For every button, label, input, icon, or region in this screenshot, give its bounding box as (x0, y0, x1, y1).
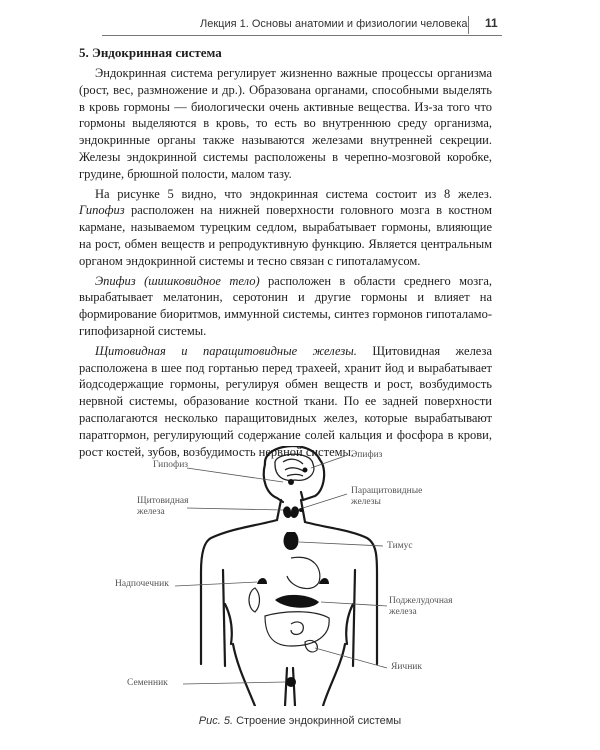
pancreas-gland (275, 595, 319, 608)
adrenal-gland (257, 578, 267, 584)
torso-outline (201, 520, 277, 664)
caption-text: Строение эндокринной системы (233, 715, 402, 727)
body-outline-illustration (115, 446, 515, 706)
paragraph-text: Щитовидная железа расположена в шее под гортанью перед трахеей, хранит йод и вырабатывает йодсодержащие гормоны, регулируя обмен веществ и рост, возбудимость нервной системы, образование костной ткани. По ее задней поверхности располагаются несколько паращитовидных желез, которые вырабатывают паратгормон, регулирующий содержание солей кальция и фосфора в крови, рост костей, зубов, возбудимость нервной системы. (79, 343, 492, 459)
paragraph-intro (79, 65, 492, 183)
parathyroid-gland (299, 508, 303, 512)
paragraph-thyroid (79, 343, 492, 461)
intestine-outline (265, 612, 329, 646)
running-header (200, 16, 502, 34)
label-parathyroid: Паращитовидные железы (351, 486, 423, 507)
term-thyroid: Щитовидная и паращитовидные железы. (95, 343, 357, 358)
pineal-gland (303, 468, 308, 473)
label-pituitary: Гипофиз (153, 460, 189, 470)
paragraph-text: Эндокринная система регулирует жизненно важные процессы организма (рост, вес, размножение и др.). Образована органами, способными выделять в кровь гормоны — биологически очень активные вещества. Из-за того что гормоны выделяются в кровь, то есть во внутреннюю среду организма, эндокринные органы также называются железами внутренней секреции. Железы эндокринной системы расположены в черепно-мозговой коробке, грудине, брюшной полости, малом тазу. (79, 66, 492, 181)
paragraph-pineal (79, 273, 492, 340)
running-title: Лекция 1. Основы анатомии и физиологии человека (200, 18, 468, 30)
header-rule (102, 35, 502, 36)
label-testis: Семенник (127, 678, 168, 688)
paragraph-text: расположен на нижней поверхности головного мозга в костном кармане, называемом турецким седлом, вырабатывает гормоны, влияющие на рост, обмен веществ и репродуктивную функцию. Является центральным органом эндокринной системы и тесно связан с гипоталамусом. (79, 203, 492, 268)
label-thymus: Тимус (387, 541, 413, 551)
term-pineal: Эпифиз (шишковидное тело) (95, 273, 260, 288)
paragraph-figure-ref (79, 186, 492, 270)
label-ovary: Яичник (391, 662, 422, 672)
paragraph-text: На рисунке 5 видно, что эндокринная система состоит из 8 желез. (95, 186, 492, 201)
paragraph-text: расположен в области среднего мозга, вырабатывает мелатонин, серотонин и другие гормоны и влияет на формирование биоритмов, иммунной системы, синтез гормонов гипоталамо-гипофизарной системы. (79, 273, 492, 338)
label-pineal: Эпифиз (351, 450, 383, 460)
caption-label: Рис. 5. (198, 715, 234, 727)
testis-gland (286, 677, 296, 687)
adrenal-gland-right (319, 578, 329, 584)
stomach-outline (287, 557, 320, 588)
label-pancreas: Поджелудочная железа (389, 596, 453, 617)
kidney-left (249, 588, 260, 612)
label-thyroid: Щитовидная железа (137, 496, 189, 517)
header-divider (468, 16, 469, 34)
figure-caption (0, 715, 600, 727)
thyroid-gland (283, 506, 299, 518)
term-pituitary: Гипофиз (79, 203, 125, 218)
endocrine-figure (115, 446, 515, 706)
label-adrenal: Надпочечник (115, 579, 169, 589)
page-number: 11 (485, 16, 498, 30)
text-body (79, 44, 492, 460)
ovary-outline (305, 640, 317, 652)
pituitary-gland (288, 479, 294, 485)
section-title: 5. Эндокринная система (79, 45, 222, 60)
thymus-gland (284, 532, 299, 550)
brain-icon (275, 454, 314, 480)
